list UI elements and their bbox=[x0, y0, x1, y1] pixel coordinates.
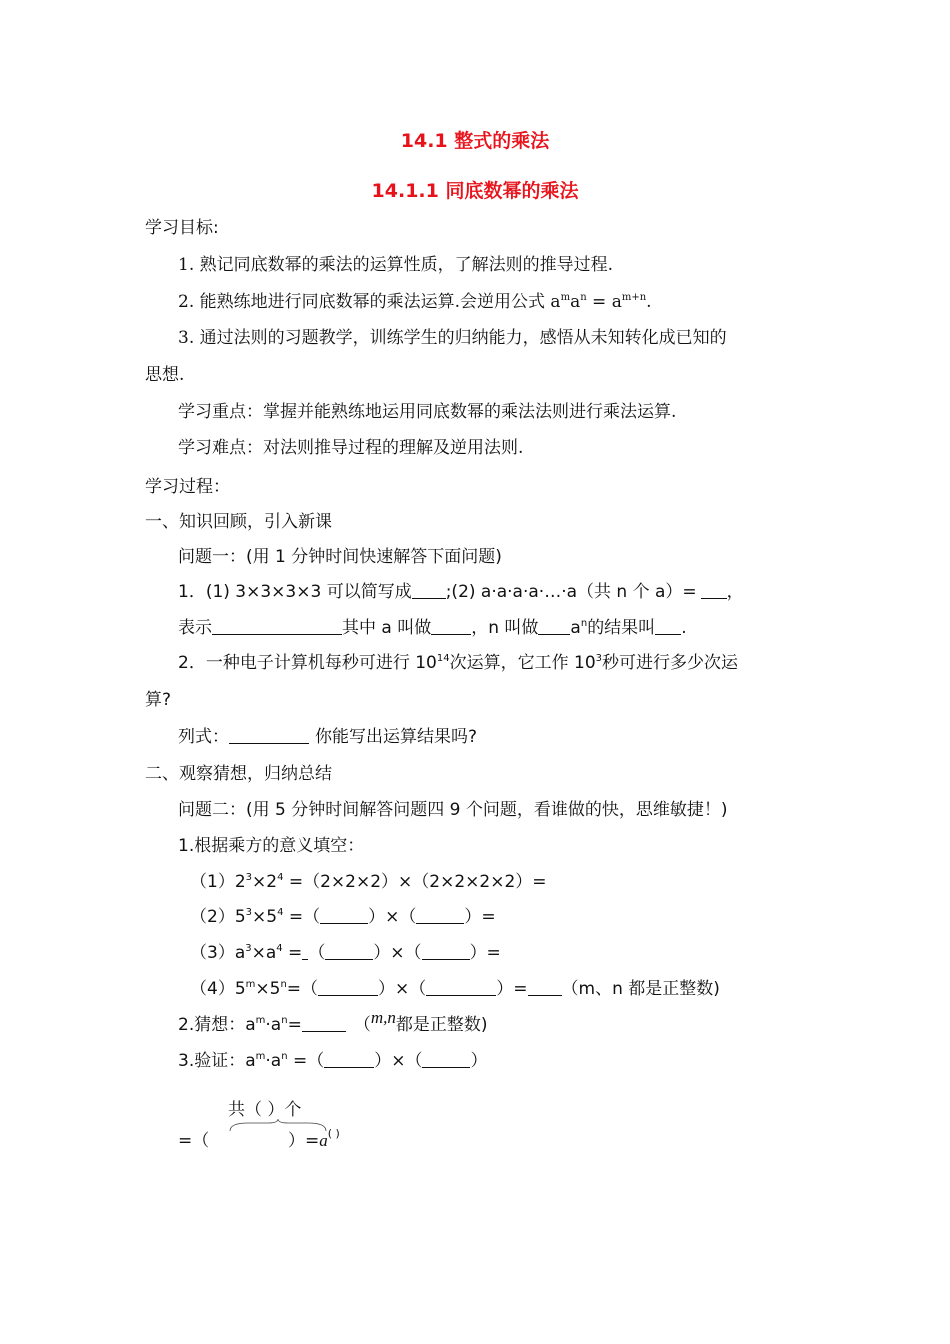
question-one-item-2: 2．一种电子计算机每秒可进行 $10^{14}$次运算，它工作 $10^3$秒可进行多少次运 bbox=[178, 653, 739, 673]
difficulty: 学习难点：对法则推导过程的理解及逆用法则. bbox=[178, 438, 524, 458]
formula-line: 列式： 你能写出运算结果吗? bbox=[178, 727, 478, 747]
goal-3-cont: 思想. bbox=[145, 365, 185, 385]
subsection-title: 14.1.1 同底数幂的乘法 bbox=[371, 180, 579, 202]
brace-expression-right: ）=a( ) bbox=[288, 1127, 340, 1151]
question-one-item-2-cont: 算? bbox=[145, 690, 172, 710]
key-point: 学习重点：掌握并能熟练地运用同底数幂的乘法法则进行乘法运算. bbox=[178, 402, 677, 422]
fill-row-1: $(1)2^3\times 2^4 =(2\times 2\times 2)\times(2\times 2\times 2\times 2)=$ bbox=[190, 872, 547, 892]
fill-row-3: $(3)a^3\times a^4$ = （ ）×（ ）= bbox=[190, 943, 501, 963]
goal-2: 2. 能熟练地进行同底数幂的乘法运算.会逆用公式 $a^ma^n = a^{m+n}$. bbox=[178, 292, 652, 312]
section-one-heading: 一、知识回顾，引入新课 bbox=[145, 512, 332, 532]
process-heading: 学习过程： bbox=[145, 477, 230, 497]
verify-line: 3.验证：$a^m\cdot a^n$ =（ ）×（ ） bbox=[178, 1051, 488, 1071]
fill-row-2: $(2)5^3\times 5^4$ =（ ）×（ ）= bbox=[190, 907, 496, 927]
question-one-item-1: 1．(1) 3×3×3×3 可以简写成 ;(2) a·a·a·a·…·a（共 n 个 a）= ， bbox=[178, 582, 744, 602]
question-one: 问题一：(用 1 分钟时间快速解答下面问题) bbox=[178, 547, 502, 567]
guess-line: 2.猜想：$a^m\cdot a^n= (m,n$都是正整数) bbox=[178, 1008, 488, 1035]
fill-in-title: 1.根据乘方的意义填空： bbox=[178, 836, 365, 856]
goals-heading: 学习目标: bbox=[145, 218, 219, 238]
goal-3: 3. 通过法则的习题教学，训练学生的归纳能力，感悟从未知转化成已知的 bbox=[178, 328, 727, 348]
section-two-heading: 二、观察猜想，归纳总结 bbox=[145, 764, 332, 784]
brace-expression-left: =（ bbox=[178, 1131, 210, 1151]
fill-row-4: $(4)5^m\times 5^n=$（ ）×（ ）= （m、n 都是正整数) bbox=[190, 979, 720, 999]
question-one-item-1-cont: 表示 其中 a 叫做 ，n 叫做 $a^n$的结果叫 . bbox=[178, 618, 687, 638]
brace-count-label: 共（ ）个 bbox=[228, 1100, 302, 1120]
question-two: 问题二：(用 5 分钟时间解答问题四 9 个问题，看谁做的快，思维敏捷！) bbox=[178, 800, 728, 820]
goal-1: 1. 熟记同底数幂的乘法的运算性质，了解法则的推导过程. bbox=[178, 255, 614, 275]
section-title: 14.1 整式的乘法 bbox=[400, 130, 550, 152]
